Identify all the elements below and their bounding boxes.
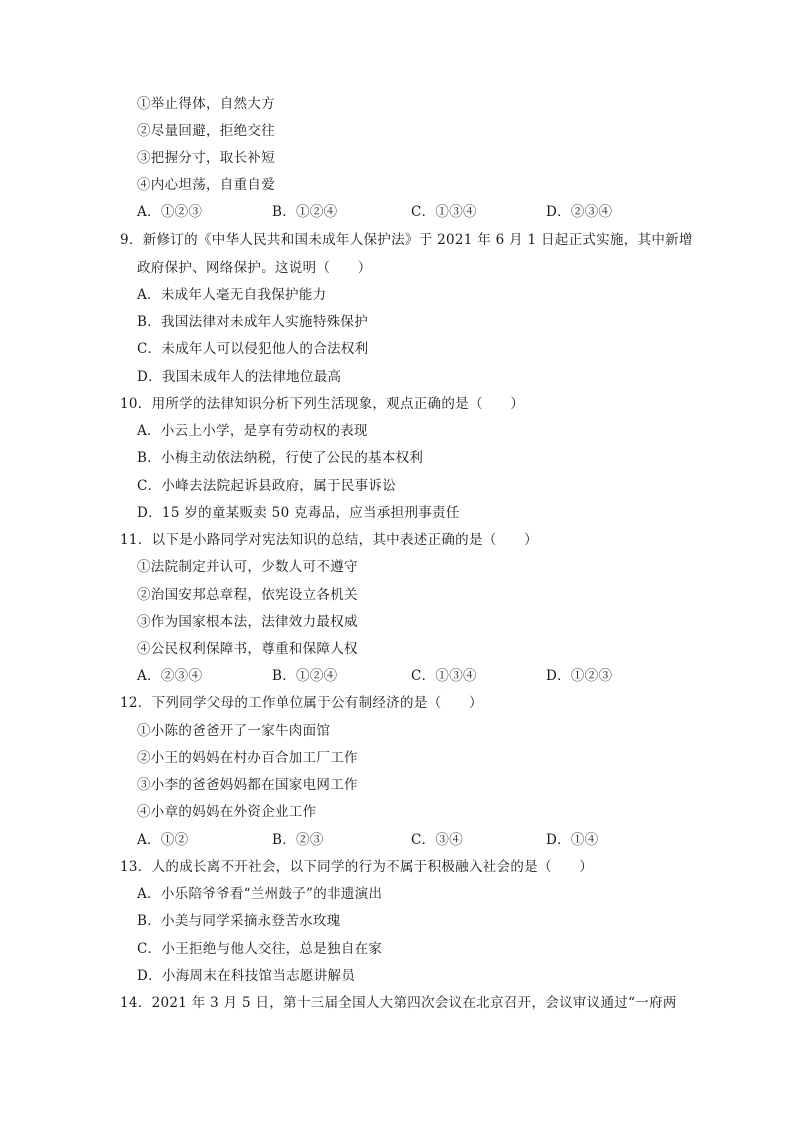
q10-option-c: C．小峰去法院起诉县政府，属于民事诉讼 bbox=[137, 478, 397, 494]
q8-option-d: D．②③④ bbox=[546, 204, 613, 220]
q10-option-b: B．小梅主动依法纳税，行使了公民的基本权利 bbox=[137, 450, 424, 466]
q8-option-a: A．①②③ bbox=[137, 204, 203, 220]
q9-option-a: A．未成年人毫无自我保护能力 bbox=[137, 287, 327, 303]
q10-stem: 10．用所学的法律知识分析下列生活现象，观点正确的是（ ） bbox=[120, 396, 525, 412]
q12-stem: 12．下列同学父母的工作单位属于公有制经济的是（ ） bbox=[120, 695, 483, 711]
q12-option-b: B．②③ bbox=[272, 832, 324, 848]
q12-option-c: C．③④ bbox=[411, 832, 464, 848]
q13-option-b: B．小美与同学采摘永登苦水玫瑰 bbox=[137, 913, 341, 929]
q14-stem: 14．2021 年 3 月 5 日，第十三届全国人大第四次会议在北京召开，会议审议通过“一府两 bbox=[120, 995, 677, 1011]
q8-option-b: B．①②④ bbox=[272, 204, 338, 220]
q13-option-d: D．小海周末在科技馆当志愿讲解员 bbox=[137, 968, 356, 984]
q8-item-4: ④内心坦荡，自重自爱 bbox=[137, 177, 275, 193]
q8-item-1: ①举止得体，自然大方 bbox=[137, 96, 275, 112]
q11-option-a: A．②③④ bbox=[137, 668, 203, 684]
q10-option-a: A．小云上小学，是享有劳动权的表现 bbox=[137, 423, 368, 439]
q11-item-3: ③作为国家根本法，法律效力最权威 bbox=[137, 614, 358, 630]
q12-item-3: ③小李的爸爸妈妈都在国家电网工作 bbox=[137, 777, 358, 793]
q10-option-d: D．15 岁的童某贩卖 50 克毒品，应当承担刑事责任 bbox=[137, 505, 460, 521]
q13-option-a: A．小乐陪爷爷看“兰州鼓子”的非遗演出 bbox=[137, 886, 383, 902]
q12-item-1: ①小陈的爸爸开了一家牛肉面馆 bbox=[137, 723, 331, 739]
q9-stem-line-1: 9．新修订的《中华人民共和国未成年人保护法》于 2021 年 6 月 1 日起正式实施，其中新增 bbox=[120, 232, 693, 248]
q13-option-c: C．小王拒绝与他人交往，总是独自在家 bbox=[137, 941, 383, 957]
q11-option-d: D．①②③ bbox=[546, 668, 613, 684]
q12-item-2: ②小王的妈妈在村办百合加工厂工作 bbox=[137, 750, 358, 766]
q11-option-c: C．①③④ bbox=[411, 668, 477, 684]
q8-item-2: ②尽量回避，拒绝交往 bbox=[137, 123, 275, 139]
q13-stem: 13．人的成长离不开社会，以下同学的行为不属于积极融入社会的是（ ） bbox=[120, 859, 594, 875]
q8-item-3: ③把握分寸，取长补短 bbox=[137, 150, 275, 166]
q11-item-4: ④公民权利保障书，尊重和保障人权 bbox=[137, 641, 358, 657]
q12-item-4: ④小章的妈妈在外资企业工作 bbox=[137, 804, 317, 820]
q11-item-1: ①法院制定并认可，少数人可不遵守 bbox=[137, 559, 358, 575]
q9-option-d: D．我国未成年人的法律地位最高 bbox=[137, 369, 342, 385]
q11-stem: 11．以下是小路同学对宪法知识的总结，其中表述正确的是（ ） bbox=[120, 532, 538, 548]
q9-option-b: B．我国法律对未成年人实施特殊保护 bbox=[137, 314, 369, 330]
q12-option-d: D．①④ bbox=[546, 832, 599, 848]
q8-option-c: C．①③④ bbox=[411, 204, 477, 220]
q11-option-b: B．①②④ bbox=[272, 668, 338, 684]
q12-option-a: A．①② bbox=[137, 832, 189, 848]
q11-item-2: ②治国安邦总章程，依宪设立各机关 bbox=[137, 587, 358, 603]
q9-option-c: C．未成年人可以侵犯他人的合法权利 bbox=[137, 341, 369, 357]
q9-stem-line-2: 政府保护、网络保护。这说明（ ） bbox=[137, 260, 372, 276]
